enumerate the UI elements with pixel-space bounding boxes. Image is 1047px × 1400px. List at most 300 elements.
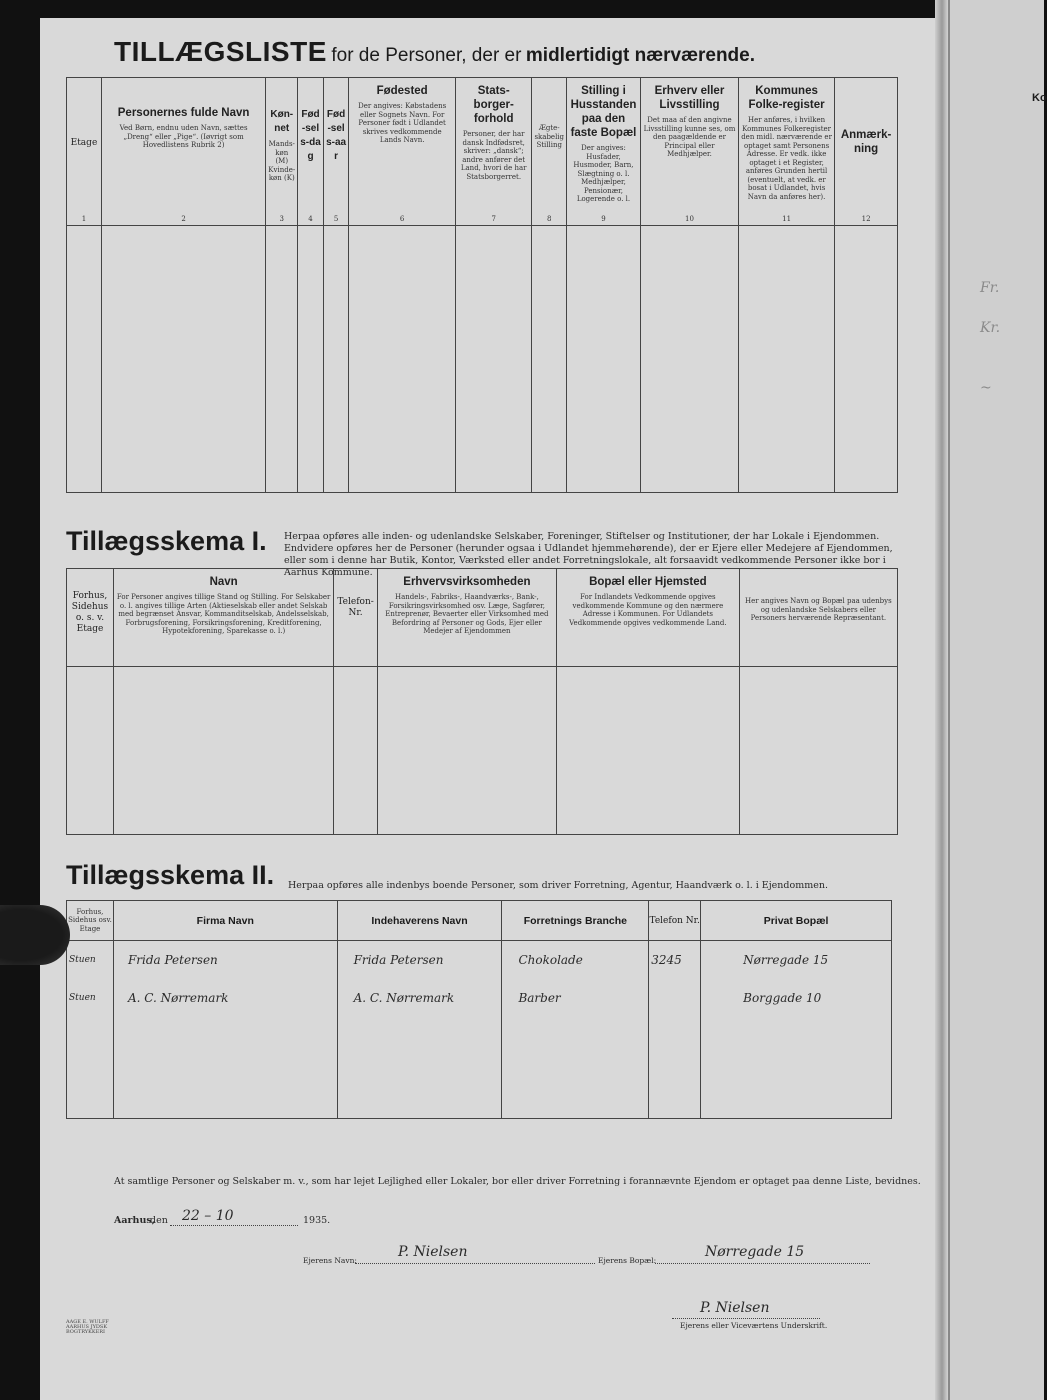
t3-cell-firma[interactable] [113,1017,337,1032]
t1-cell[interactable] [323,261,349,279]
t2-cell[interactable] [739,797,897,816]
t1-cell[interactable] [67,475,102,493]
t1-cell[interactable] [67,279,102,297]
t3-data-row [67,941,892,979]
t1-cell[interactable] [67,386,102,404]
t2-cell[interactable] [739,816,897,835]
t1-cell[interactable] [532,314,567,332]
t1-cell[interactable] [455,332,532,350]
t1-cell[interactable] [323,332,349,350]
t1-cell[interactable] [835,403,898,421]
t1-cell[interactable] [323,279,349,297]
t1-cell[interactable] [101,297,265,315]
t1-cell[interactable] [567,439,641,457]
t1-cell[interactable] [349,439,456,457]
t3-cell-firma[interactable] [113,1060,337,1075]
t2-cell[interactable] [113,741,333,760]
t1-cell[interactable] [738,314,834,332]
t1-cell[interactable] [298,314,324,332]
t3-cell-bopael[interactable] [701,1031,892,1046]
t1-cell[interactable] [835,350,898,368]
t1-cell[interactable] [298,279,324,297]
t1-cell[interactable] [532,368,567,386]
t3-cell-firma[interactable] [113,1089,337,1104]
t1-cell[interactable] [67,350,102,368]
t1-cell[interactable] [67,261,102,279]
t2-cell[interactable] [377,704,556,723]
t1-cell[interactable] [349,403,456,421]
t1-cell[interactable] [298,243,324,261]
t1-cell[interactable] [640,243,738,261]
t1-cell[interactable] [349,243,456,261]
t1-cell[interactable] [567,279,641,297]
t1-cell[interactable] [835,368,898,386]
t1-cell[interactable] [298,226,324,244]
t1-cell[interactable] [67,226,102,244]
t1-cell[interactable] [266,350,298,368]
t3-cell-etage[interactable] [67,1104,114,1119]
t1-cell[interactable] [738,332,834,350]
t3-cell-indehaver[interactable] [337,1104,502,1119]
t1-cell[interactable] [349,457,456,475]
t1-cell[interactable] [532,261,567,279]
t1-col-number: 9 [601,215,606,223]
t1-cell[interactable] [323,457,349,475]
t3-cell-bopael[interactable] [701,1089,892,1104]
t1-cell[interactable] [101,368,265,386]
t1-cell[interactable] [640,226,738,244]
t1-cell[interactable] [266,457,298,475]
t2-cell[interactable] [334,667,377,686]
t1-cell[interactable] [455,475,532,493]
t2-cell[interactable] [377,741,556,760]
t1-cell[interactable] [532,421,567,439]
t1-cell[interactable] [738,421,834,439]
t1-cell[interactable] [532,475,567,493]
t3-cell-branche[interactable] [502,1104,649,1119]
t1-cell[interactable] [455,226,532,244]
t2-cell[interactable] [67,704,114,723]
t2-col-title: Bopæl eller Hjemsted [589,576,707,588]
t3-cell-bopael[interactable] [701,1104,892,1119]
t2-cell[interactable] [113,760,333,779]
t1-cell[interactable] [455,261,532,279]
t2-cell[interactable] [556,704,739,723]
t3-cell-branche[interactable] [502,1089,649,1104]
t1-cell[interactable] [298,457,324,475]
t1-cell[interactable] [323,350,349,368]
t1-cell[interactable] [349,226,456,244]
t3-cell-indehaver[interactable] [337,979,502,1017]
t1-cell[interactable] [835,421,898,439]
t1-cell[interactable] [266,297,298,315]
t2-cell[interactable] [334,723,377,742]
t1-cell[interactable] [298,332,324,350]
t3-cell-indehaver[interactable] [337,1046,502,1061]
t1-cell[interactable] [640,403,738,421]
t1-cell[interactable] [455,368,532,386]
t2-cell[interactable] [739,667,897,686]
t1-cell[interactable] [349,350,456,368]
t2-cell[interactable] [556,723,739,742]
t1-cell[interactable] [532,439,567,457]
t2-cell[interactable] [377,816,556,835]
t2-cell[interactable] [334,760,377,779]
t1-cell[interactable] [67,421,102,439]
t1-cell[interactable] [455,350,532,368]
t2-cell[interactable] [334,816,377,835]
t3-cell-indehaver[interactable] [337,1060,502,1075]
t2-cell[interactable] [377,723,556,742]
t1-cell[interactable] [266,403,298,421]
t1-cell[interactable] [455,386,532,404]
t1-cell[interactable] [567,350,641,368]
t2-cell[interactable] [556,779,739,798]
t1-cell[interactable] [298,421,324,439]
t1-cell[interactable] [532,297,567,315]
t2-cell[interactable] [377,797,556,816]
t1-cell[interactable] [738,226,834,244]
t3-cell-branche[interactable] [502,979,649,1017]
t2-cell[interactable] [556,741,739,760]
t2-cell[interactable] [113,797,333,816]
t2-cell[interactable] [113,685,333,704]
t2-cell[interactable] [67,667,114,686]
t1-cell[interactable] [640,439,738,457]
t1-cell[interactable] [67,368,102,386]
t1-cell[interactable] [640,475,738,493]
t1-cell[interactable] [738,297,834,315]
t1-cell[interactable] [567,261,641,279]
t3-cell-indehaver[interactable] [337,1017,502,1032]
t1-cell[interactable] [101,332,265,350]
t1-cell[interactable] [640,314,738,332]
t3-cell-telefon[interactable] [649,1046,701,1061]
t2-cell[interactable] [739,779,897,798]
t3-cell-branche[interactable] [502,1017,649,1032]
t3-cell-telefon[interactable] [649,1031,701,1046]
t1-cell[interactable] [455,439,532,457]
t3-cell-bopael[interactable] [701,1060,892,1075]
t1-cell[interactable] [349,386,456,404]
t1-cell[interactable] [298,403,324,421]
t1-cell[interactable] [323,226,349,244]
t1-cell[interactable] [101,243,265,261]
t1-cell[interactable] [835,279,898,297]
t1-cell[interactable] [101,226,265,244]
t1-cell[interactable] [298,386,324,404]
t3-cell-branche[interactable] [502,1060,649,1075]
t1-cell[interactable] [101,261,265,279]
t3-cell-firma[interactable] [113,1046,337,1061]
t3-cell-indehaver[interactable] [337,1031,502,1046]
t1-cell[interactable] [738,261,834,279]
t3-cell-firma[interactable] [113,1031,337,1046]
t1-cell[interactable] [835,261,898,279]
t1-cell[interactable] [738,386,834,404]
t2-cell[interactable] [377,667,556,686]
t1-cell[interactable] [640,279,738,297]
t1-cell[interactable] [67,457,102,475]
t3-cell-telefon[interactable] [649,979,701,1017]
t3-cell-etage[interactable] [67,1017,114,1032]
t1-cell[interactable] [738,439,834,457]
t2-cell[interactable] [739,723,897,742]
t3-cell-etage[interactable] [67,1031,114,1046]
t1-cell[interactable] [738,368,834,386]
t1-cell[interactable] [532,243,567,261]
t1-cell[interactable] [738,475,834,493]
t1-cell[interactable] [567,475,641,493]
t1-cell[interactable] [532,457,567,475]
t2-empty-row [67,741,898,760]
t1-cell[interactable] [101,386,265,404]
t1-cell[interactable] [532,226,567,244]
t3-cell-telefon[interactable] [649,1075,701,1090]
t3-cell-telefon[interactable] [649,1089,701,1104]
t3-handwritten-etage: Stuen [69,992,96,1003]
t3-cell-etage[interactable] [67,941,114,979]
t1-cell[interactable] [835,297,898,315]
t1-cell[interactable] [567,243,641,261]
t3-cell-firma[interactable] [113,1104,337,1119]
t1-cell[interactable] [835,332,898,350]
t1-cell[interactable] [532,279,567,297]
t2-cell[interactable] [67,723,114,742]
t1-cell[interactable] [835,226,898,244]
t1-cell[interactable] [640,386,738,404]
t3-cell-branche[interactable] [502,1031,649,1046]
t1-cell[interactable] [567,226,641,244]
t2-cell[interactable] [556,816,739,835]
t1-cell[interactable] [567,421,641,439]
t2-cell[interactable] [67,797,114,816]
t1-cell[interactable] [101,350,265,368]
t1-cell[interactable] [349,297,456,315]
t1-cell[interactable] [349,332,456,350]
t1-cell[interactable] [323,439,349,457]
t1-cell[interactable] [455,243,532,261]
t1-cell[interactable] [266,261,298,279]
t1-cell[interactable] [298,475,324,493]
t2-cell[interactable] [113,816,333,835]
t1-cell[interactable] [455,279,532,297]
t1-cell[interactable] [349,279,456,297]
t1-cell[interactable] [455,403,532,421]
t1-cell[interactable] [567,368,641,386]
t2-cell[interactable] [113,779,333,798]
t1-cell[interactable] [567,332,641,350]
t3-cell-telefon[interactable] [649,941,701,979]
t3-cell-firma[interactable] [113,941,337,979]
t1-cell[interactable] [298,261,324,279]
t1-cell[interactable] [835,314,898,332]
t1-cell[interactable] [455,457,532,475]
t2-cell[interactable] [113,704,333,723]
t3-cell-bopael[interactable] [701,941,892,979]
t1-cell[interactable] [298,368,324,386]
t1-cell[interactable] [640,261,738,279]
t3-cell-etage[interactable] [67,979,114,1017]
t3-cell-branche[interactable] [502,1075,649,1090]
t1-cell[interactable] [640,297,738,315]
t1-cell[interactable] [266,226,298,244]
t3-cell-bopael[interactable] [701,1075,892,1090]
t3-cell-bopael[interactable] [701,1017,892,1032]
t2-cell[interactable] [67,685,114,704]
t1-cell[interactable] [67,243,102,261]
t2-cell[interactable] [334,741,377,760]
t1-cell[interactable] [349,314,456,332]
t2-cell[interactable] [334,685,377,704]
t1-cell[interactable] [266,439,298,457]
t2-cell[interactable] [67,760,114,779]
t1-cell[interactable] [67,314,102,332]
t2-cell[interactable] [556,685,739,704]
t1-cell[interactable] [738,279,834,297]
t1-cell[interactable] [323,421,349,439]
t1-cell[interactable] [567,403,641,421]
t1-cell[interactable] [532,386,567,404]
t2-cell[interactable] [739,741,897,760]
t1-cell[interactable] [738,457,834,475]
t1-cell[interactable] [101,475,265,493]
page-title [114,36,755,68]
t1-cell[interactable] [567,297,641,315]
t1-cell[interactable] [266,279,298,297]
t2-cell[interactable] [113,667,333,686]
t1-cell[interactable] [640,350,738,368]
t1-cell[interactable] [101,457,265,475]
t1-cell[interactable] [532,403,567,421]
t1-cell[interactable] [67,332,102,350]
t2-cell[interactable] [113,723,333,742]
t1-cell[interactable] [266,314,298,332]
t1-cell[interactable] [298,297,324,315]
t1-col-header [67,78,102,226]
t1-cell[interactable] [738,350,834,368]
t3-cell-etage[interactable] [67,1089,114,1104]
t3-cell-indehaver[interactable] [337,1075,502,1090]
t1-cell[interactable] [532,332,567,350]
t1-cell[interactable] [101,421,265,439]
t1-cell[interactable] [323,243,349,261]
t2-cell[interactable] [556,760,739,779]
t1-cell[interactable] [323,475,349,493]
t1-cell[interactable] [349,261,456,279]
t1-cell[interactable] [101,279,265,297]
t2-cell[interactable] [377,760,556,779]
t1-cell[interactable] [67,297,102,315]
t1-cell[interactable] [455,314,532,332]
schedule-2-intro: Herpaa opføres alle indenbys boende Personer, som driver Forretning, Agentur, Haandværk o. l. i Ejendommen. [288,880,828,891]
t1-cell[interactable] [67,403,102,421]
t3-cell-etage[interactable] [67,1075,114,1090]
t2-cell[interactable] [556,797,739,816]
t3-cell-firma[interactable] [113,1075,337,1090]
t1-cell[interactable] [349,475,456,493]
t1-cell[interactable] [640,457,738,475]
t1-cell[interactable] [567,457,641,475]
t1-cell[interactable] [640,368,738,386]
t1-cell[interactable] [323,297,349,315]
t1-cell[interactable] [266,421,298,439]
t1-cell[interactable] [323,403,349,421]
t1-cell[interactable] [101,439,265,457]
t1-cell[interactable] [835,243,898,261]
t1-cell[interactable] [835,475,898,493]
t2-cell[interactable] [67,816,114,835]
t1-cell[interactable] [266,386,298,404]
t3-cell-branche[interactable] [502,1046,649,1061]
t1-cell[interactable] [835,439,898,457]
t2-cell[interactable] [334,704,377,723]
t3-cell-etage[interactable] [67,1046,114,1061]
t3-cell-telefon[interactable] [649,1060,701,1075]
t1-cell[interactable] [67,439,102,457]
t1-cell[interactable] [323,368,349,386]
t2-cell[interactable] [334,797,377,816]
t2-cell[interactable] [377,685,556,704]
t1-cell[interactable] [455,297,532,315]
t1-cell[interactable] [835,457,898,475]
t1-cell[interactable] [298,439,324,457]
t3-cell-bopael[interactable] [701,1046,892,1061]
t1-cell[interactable] [532,350,567,368]
t3-cell-bopael[interactable] [701,979,892,1017]
t2-cell[interactable] [377,779,556,798]
date-label: den [150,1215,168,1226]
t2-cell[interactable] [334,779,377,798]
t3-cell-indehaver[interactable] [337,1089,502,1104]
t1-cell[interactable] [567,314,641,332]
t3-cell-branche[interactable] [502,941,649,979]
t1-cell[interactable] [298,350,324,368]
t1-cell[interactable] [349,421,456,439]
t1-col-header [298,78,324,226]
t1-cell[interactable] [323,314,349,332]
t3-cell-telefon[interactable] [649,1104,701,1119]
t1-cell[interactable] [640,332,738,350]
t1-cell[interactable] [266,475,298,493]
t1-cell[interactable] [738,403,834,421]
t3-cell-etage[interactable] [67,1060,114,1075]
t1-cell[interactable] [567,386,641,404]
t1-cell[interactable] [266,243,298,261]
t2-cell[interactable] [739,685,897,704]
t1-cell[interactable] [455,421,532,439]
t1-cell[interactable] [101,314,265,332]
t1-cell[interactable] [323,386,349,404]
t2-cell[interactable] [67,779,114,798]
t1-cell[interactable] [835,386,898,404]
t1-cell[interactable] [349,368,456,386]
t3-cell-indehaver[interactable] [337,941,502,979]
t1-cell[interactable] [101,403,265,421]
t1-cell[interactable] [640,421,738,439]
t1-cell[interactable] [266,332,298,350]
t3-cell-firma[interactable] [113,979,337,1017]
t2-cell[interactable] [67,741,114,760]
t1-cell[interactable] [738,243,834,261]
t2-cell[interactable] [556,667,739,686]
owner-address-handwritten: Nørregade 15 [705,1244,805,1260]
t2-cell[interactable] [739,704,897,723]
t3-cell-telefon[interactable] [649,1017,701,1032]
t2-cell[interactable] [739,760,897,779]
t1-cell[interactable] [266,368,298,386]
t1-col-title: Anmærk-ning [840,129,892,155]
